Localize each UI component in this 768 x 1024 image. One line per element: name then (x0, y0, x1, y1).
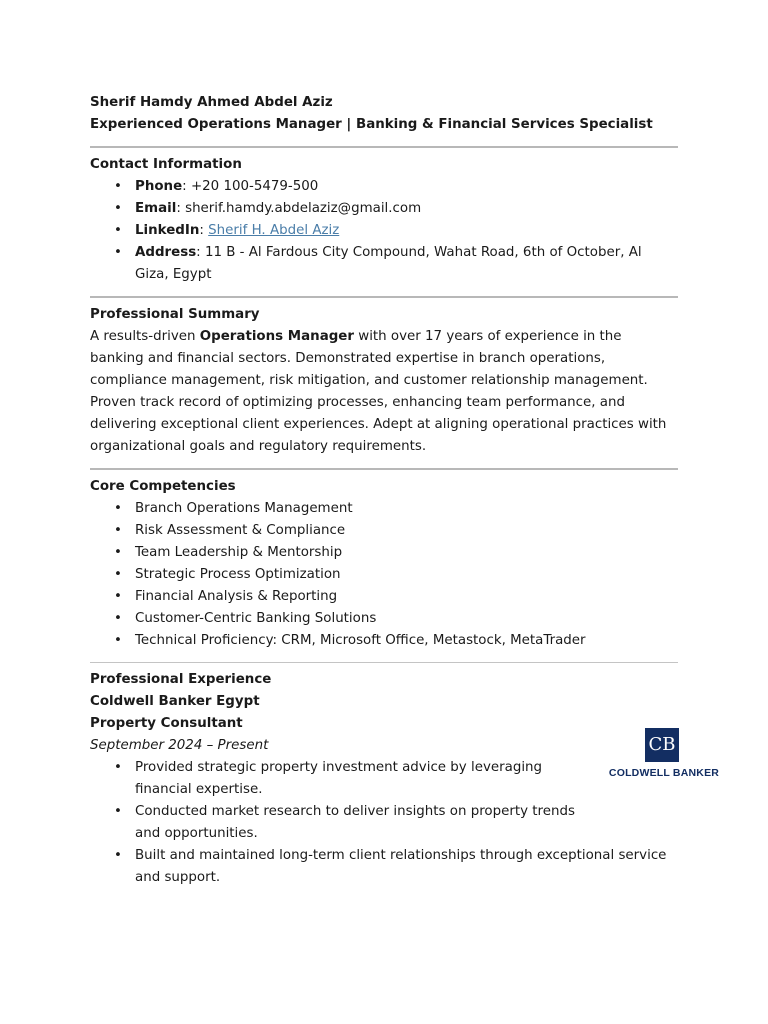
logo-wordmark: COLDWELL BANKER (608, 767, 720, 779)
contact-phone (135, 176, 678, 198)
linkedin-link[interactable]: Sherif H. Abdel Aziz (208, 223, 340, 238)
contact-email (135, 198, 678, 220)
experience-heading: Professional Experience (90, 672, 272, 687)
competency-item: • Branch Operations Management (135, 498, 678, 520)
section-divider (90, 296, 678, 298)
experience-company: Coldwell Banker Egypt (90, 694, 260, 709)
contact-linkedin (135, 220, 678, 242)
address-value: : 11 B - Al Fardous City Compound, Wahat Road, 6th of October, Al Giza, Egypt (135, 245, 642, 282)
competency-item: • Technical Proficiency: CRM, Microsoft Office, Metastock, MetaTrader (135, 630, 678, 652)
experience-dates: September 2024 – Present (90, 738, 269, 753)
competencies-list (90, 498, 678, 652)
experience-role: Property Consultant (90, 716, 243, 731)
phone-value: : +20 100-5479-500 (182, 179, 319, 194)
email-value: : sherif.hamdy.abdelaziz@gmail.com (176, 201, 422, 216)
experience-bullet: • Conducted market research to deliver insights on property trends and opportunities. (135, 801, 595, 845)
candidate-name: Sherif Hamdy Ahmed Abdel Aziz (90, 95, 333, 110)
section-divider (90, 468, 678, 470)
contact-list (90, 176, 678, 286)
contact-heading: Contact Information (90, 157, 242, 172)
summary-paragraph (90, 326, 678, 458)
summary-text-rest: with over 17 years of experience in the banking and financial sectors. Demonstrated expertise in branch operations, compliance management, risk mitigation, and customer relationship management. Proven track record of optimizing processes, enhancing team performance, and delivering exceptional client experiences. Adept at aligning operational practices with organizational goals and regulatory requirements. (90, 329, 667, 454)
section-divider (90, 662, 678, 663)
competency-item: • Customer-Centric Banking Solutions (135, 608, 678, 630)
summary-text-bold: Operations Manager (199, 329, 354, 344)
section-divider (90, 146, 678, 148)
summary-heading: Professional Summary (90, 307, 260, 322)
competency-item: • Risk Assessment & Compliance (135, 520, 678, 542)
experience-bullet: • Provided strategic property investment advice by leveraging financial expertise. (135, 757, 580, 801)
linkedin-label: LinkedIn (135, 223, 200, 238)
competency-item: • Financial Analysis & Reporting (135, 586, 678, 608)
candidate-headline: Experienced Operations Manager | Banking & Financial Services Specialist (90, 117, 653, 132)
linkedin-separator: : (199, 223, 209, 238)
email-label: Email (135, 201, 177, 216)
logo-mark: CB (645, 728, 679, 762)
contact-address (135, 242, 678, 286)
address-label: Address (135, 245, 197, 260)
competency-item: • Team Leadership & Mentorship (135, 542, 678, 564)
competencies-heading: Core Competencies (90, 479, 236, 494)
experience-bullet: • Built and maintained long-term client relationships through exceptional service and support. (135, 845, 675, 889)
resume-content (90, 92, 678, 889)
summary-text-start: A results-driven (90, 329, 200, 344)
coldwell-banker-logo (606, 724, 722, 784)
experience-bullets (90, 757, 675, 889)
phone-label: Phone (135, 179, 183, 194)
competency-item: • Strategic Process Optimization (135, 564, 678, 586)
